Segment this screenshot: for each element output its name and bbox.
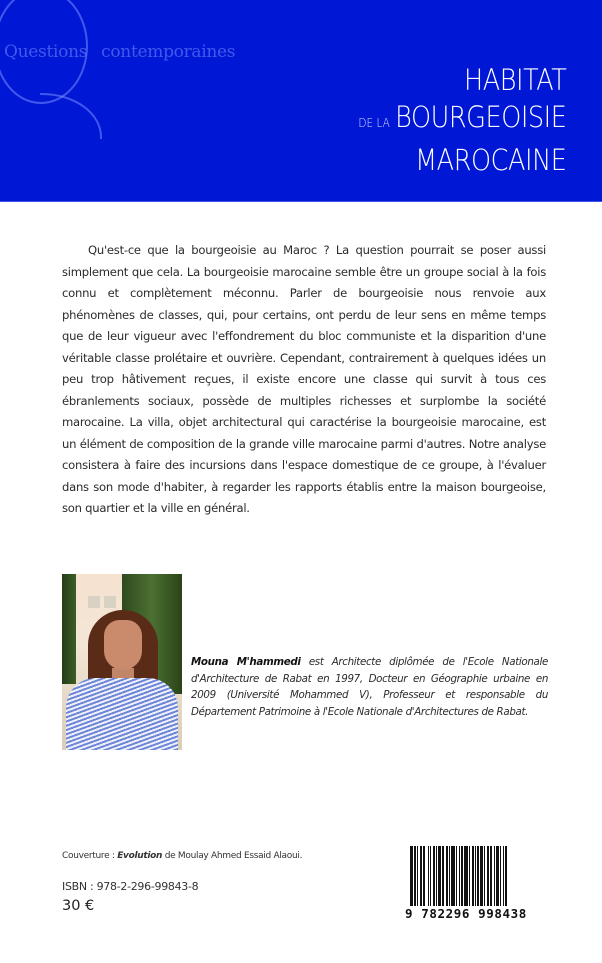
series-name-word-2: contemporaines: [101, 42, 236, 62]
back-cover-blurb: Qu'est-ce que la bourgeoisie au Maroc ? La question pourrait se poser aussi simplement que cela. La bourgeoisie marocaine semble être un groupe social à la fois connu et complètement méconnu. Parler de bourgeoisie nous renvoie aux phénomènes de classes, qui, pour certains, ont perdu de leur sens en même temps que de leur vigueur avec l'effondrement du bloc communiste et la disparition d'une véritable classe prolétaire et ouvrière. Cependant, contrairement à quelques idées un peu trop hâtivement reçues, il existe encore une classe qui survit à tous ces ébranlements sociaux, possède de multiples richesses et surplombe la société marocaine. La villa, objet architectural qui caractérise la bourgeoisie marocaine, est un élément de composition de la grande ville marocaine parmi d'autres. Notre analyse consistera à faire des incursions dans l'espace domestique de ce groupe, à l'évaluer dans son mode d'habiter, à regarder les rapports établis entre la maison bourgeoise, son quartier et la ville en général.: [62, 243, 546, 515]
photo-face: [104, 620, 142, 670]
cover-header-band: [0, 0, 602, 202]
isbn: ISBN : 978-2-296-99843-8: [62, 880, 199, 893]
series-name-word-1: Questions: [4, 42, 88, 62]
price: 30 €: [62, 898, 95, 914]
isbn-barcode: [405, 846, 547, 924]
barcode-digits: 9 782296 998438: [405, 906, 527, 921]
cover-credit-prefix: Couverture :: [62, 851, 118, 861]
author-photo: [62, 574, 182, 750]
cover-credit: [62, 851, 302, 861]
photo-striped-shirt: [66, 678, 178, 750]
title-line-2: [358, 99, 566, 142]
author-name: Mouna M'hammedi: [191, 656, 301, 668]
series-name: [4, 42, 235, 62]
cover-credit-suffix: de Moulay Ahmed Essaid Alaoui.: [162, 851, 303, 861]
author-bio: [191, 654, 548, 720]
barcode-bars-icon: [410, 846, 546, 912]
title-line-2-text: BOURGEOISIE: [394, 100, 566, 134]
photo-building-window: [104, 596, 116, 608]
title-line-3: MAROCAINE: [414, 143, 566, 177]
title-prefix: DE LA: [357, 116, 390, 130]
photo-building-window: [88, 596, 100, 608]
title-line-1: HABITAT: [463, 63, 566, 97]
author-bio-text: est Architecte diplômée de l'Ecole Nationale d'Architecture de Rabat en 1997, Docteur en Géographie urbaine en 2009 (Université Mohammed V), Professeur et responsable du Département Patrimoine à l'Ecole Nationale d'Architectures de Rabat.: [191, 656, 548, 718]
photo-tree-left: [62, 574, 76, 684]
cover-credit-work: Evolution: [117, 851, 163, 861]
series-logo-q-tail-icon: [40, 93, 102, 139]
book-title: [330, 62, 566, 179]
